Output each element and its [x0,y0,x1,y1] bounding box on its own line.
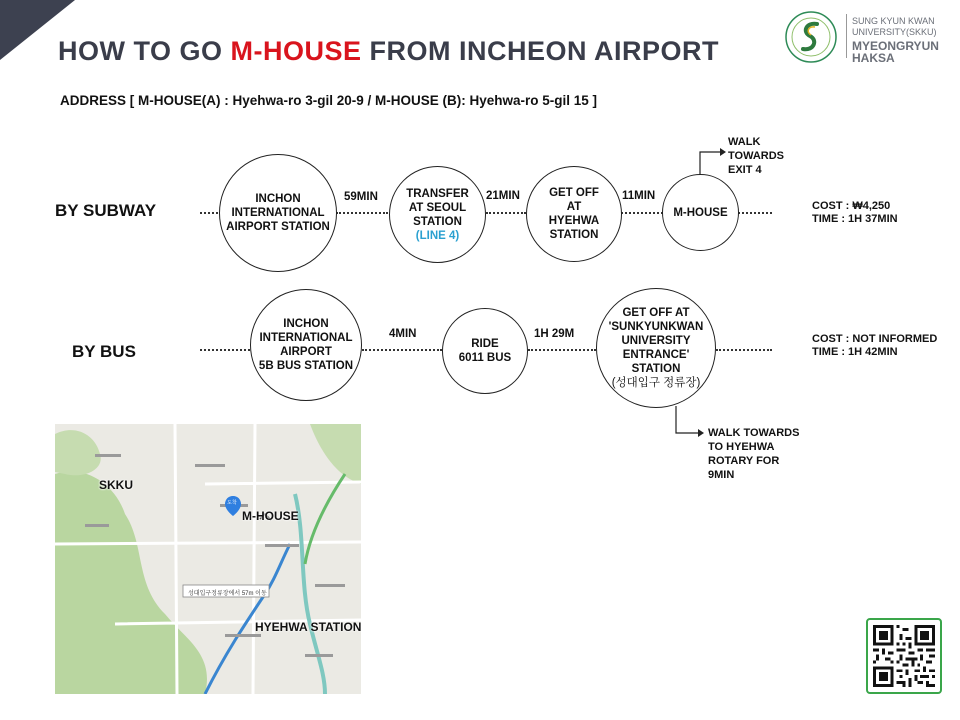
page-title [58,36,719,67]
subway-time-1: 59MIN [344,191,378,203]
subway-stop-seoul [389,166,486,263]
university-logo [784,8,950,68]
bus-stop-airport-label: INCHON INTERNATIONAL AIRPORT 5B BUS STATION [258,318,354,372]
map-background-icon [55,424,361,694]
map-label-skku: SKKU [99,478,134,492]
map-callout: 성대입구정류장에서 57m 이동 [188,591,267,597]
title-highlight: M-HOUSE [230,36,362,66]
location-map[interactable] [55,424,361,694]
subway-dots-2 [486,212,526,214]
subway-stop-hyehwa [526,166,622,262]
subway-walk-note: WALK TOWARDS EXIT 4 [728,136,785,176]
bus-dots-1 [362,349,442,351]
subway-stop-airport [219,154,337,272]
address-line: ADDRESS [ M-HOUSE(A) : Hyehwa-ro 3-gil 20-9 / M-HOUSE (B): Hyehwa-ro 5-gil 15 ] [60,93,598,108]
qr-code-icon [873,625,935,687]
subway-stop-mhouse-label: M-HOUSE [673,206,728,219]
subway-stop-hyehwa-label: GET OFF AT HYEHWA STATION [548,187,600,241]
subway-stop-mhouse [662,174,739,251]
bus-time-1: 4MIN [389,328,417,340]
subway-dots-end [738,212,772,214]
title-suffix: FROM INCHEON AIRPORT [361,36,719,66]
subway-stop-seoul-label: TRANSFER AT SEOUL STATION [406,187,469,228]
bus-stop-korean-name: (성대입구 정류장) [611,377,701,389]
subway-stop-airport-label: INCHON INTERNATIONAL AIRPORT STATION [226,193,330,233]
bus-stop-ride-label: RIDE 6011 BUS [458,338,512,364]
subway-time-3: 11MIN [622,190,656,202]
map-label-hyehwa: HYEHWA STATION [255,620,361,634]
subway-row-label: BY SUBWAY [55,201,157,220]
bus-dots-end [716,349,772,351]
bus-walk-note: WALK TOWARDS TO HYEHWA ROTARY FOR 9MIN [708,427,800,481]
bus-row-label: BY BUS [72,342,136,361]
subway-dots-1 [336,212,388,214]
subway-total-time: TIME : 1H 37MIN [812,213,898,225]
logo-divider [846,14,847,58]
logo-university-name: SUNG KYUN KWAN UNIVERSITY(SKKU) [852,16,937,37]
qr-code[interactable] [866,618,942,694]
title-prefix: HOW TO GO [58,36,231,66]
university-seal-icon [784,10,838,64]
subway-transfer-line: (LINE 4) [415,229,460,242]
bus-dots-2 [528,349,596,351]
bus-time-2: 1H 29M [534,328,575,340]
subway-cost: COST : ₩4,250 [812,200,891,212]
bus-walk-arrow-icon [664,404,708,440]
logo-campus-name: MYEONGRYUN HAKSA [852,39,939,65]
bus-stop-ride [442,308,528,394]
bus-total-time: TIME : 1H 42MIN [812,346,898,358]
bus-stop-skku-label: GET OFF AT 'SUNKYUNKWAN UNIVERSITY ENTRANCE' STATION [608,307,704,375]
map-marker-text: 도착 [227,500,237,506]
bus-stop-airport [250,289,362,401]
subway-dots-3 [621,212,663,214]
map-label-mhouse: M-HOUSE [242,509,299,523]
subway-time-2: 21MIN [486,190,520,202]
subway-walk-arrow-icon [690,140,730,176]
bus-dots-start [200,349,250,351]
bus-cost: COST : NOT INFORMED [812,333,938,345]
bus-stop-skku-entrance [596,288,716,408]
